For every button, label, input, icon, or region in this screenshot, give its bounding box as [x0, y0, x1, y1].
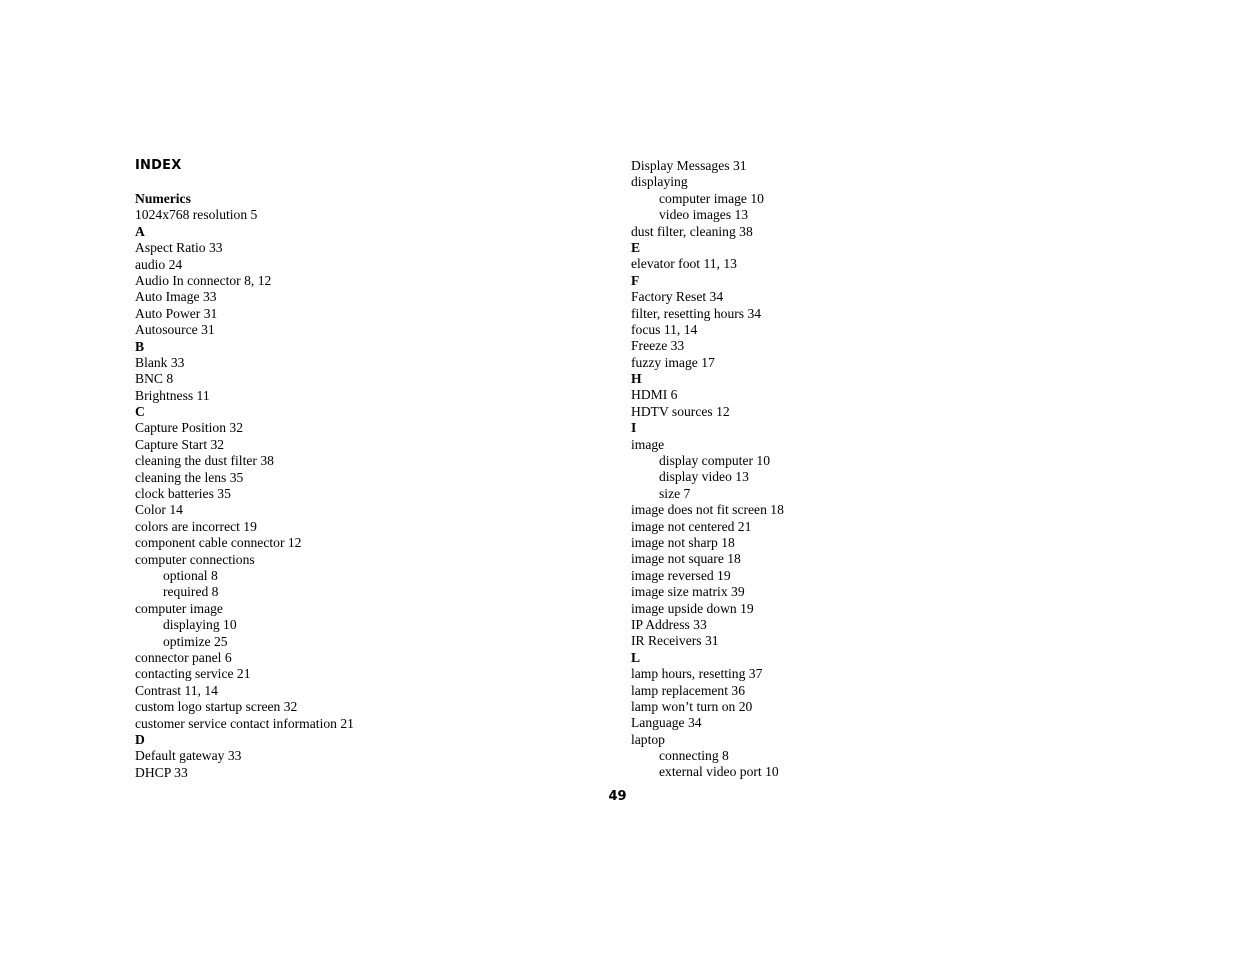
index-letter-heading: B — [135, 338, 145, 354]
index-entry: image upside down 19 — [631, 600, 754, 616]
index-entry: Auto Image 33 — [135, 289, 217, 305]
index-subentry: optimize 25 — [163, 633, 228, 649]
index-entry: image not sharp 18 — [631, 534, 735, 550]
index-entry: customer service contact information 21 — [135, 715, 354, 731]
index-letter-heading: F — [631, 272, 640, 288]
index-letter-heading: D — [135, 731, 145, 747]
index-entry: component cable connector 12 — [135, 535, 302, 551]
index-letter-heading: Numerics — [135, 191, 191, 206]
index-subentry: external video port 10 — [659, 764, 779, 780]
index-entry: image size matrix 39 — [631, 584, 745, 600]
index-entry: Autosource 31 — [135, 322, 215, 338]
index-letter-heading: I — [631, 420, 637, 436]
index-entry: computer connections — [135, 551, 255, 567]
index-entry: image reversed 19 — [631, 567, 731, 583]
index-entry: Display Messages 31 — [631, 158, 747, 173]
index-entry: Freeze 33 — [631, 338, 685, 354]
index-subentry: size 7 — [659, 485, 691, 501]
index-entry: lamp hours, resetting 37 — [631, 666, 763, 682]
index-entry: lamp won’t turn on 20 — [631, 698, 753, 714]
index-entry: contacting service 21 — [135, 666, 251, 682]
index-subentry: displaying 10 — [163, 617, 237, 633]
index-entry: focus 11, 14 — [631, 321, 698, 337]
index-entry: Blank 33 — [135, 354, 185, 370]
index-column-right — [631, 158, 784, 781]
index-entry: Default gateway 33 — [135, 748, 242, 764]
index-entry: colors are incorrect 19 — [135, 518, 257, 534]
index-entry: Factory Reset 34 — [631, 289, 724, 305]
index-heading: INDEX — [135, 158, 182, 173]
index-entry: Language 34 — [631, 715, 702, 731]
index-entry: lamp replacement 36 — [631, 682, 745, 698]
index-entry: custom logo startup screen 32 — [135, 699, 298, 715]
page-number: 49 — [608, 789, 627, 804]
index-entry: cleaning the dust filter 38 — [135, 453, 274, 469]
index-entry: Capture Position 32 — [135, 420, 243, 436]
index-entry: Contrast 11, 14 — [135, 682, 218, 698]
index-entry: Audio In connector 8, 12 — [135, 272, 272, 288]
index-subentry: video images 13 — [659, 207, 749, 223]
index-entry: HDTV sources 12 — [631, 403, 730, 419]
index-entry: DHCP 33 — [135, 764, 188, 780]
index-entry: Aspect Ratio 33 — [135, 240, 223, 256]
index-entry: displaying — [631, 174, 688, 190]
index-entry: clock batteries 35 — [135, 486, 231, 502]
index-entry: elevator foot 11, 13 — [631, 256, 737, 272]
index-entry: connector panel 6 — [135, 649, 232, 665]
index-entry: fuzzy image 17 — [631, 354, 715, 370]
index-entry: dust filter, cleaning 38 — [631, 223, 753, 239]
index-entry: IP Address 33 — [631, 616, 707, 632]
index-subentry: display video 13 — [659, 469, 749, 485]
index-letter-heading: H — [631, 371, 642, 387]
index-entry: BNC 8 — [135, 371, 174, 387]
index-entry: filter, resetting hours 34 — [631, 305, 762, 321]
index-entry: laptop — [631, 731, 665, 747]
index-entry: image does not fit screen 18 — [631, 502, 784, 518]
index-entry: image — [631, 436, 665, 452]
index-letter-heading: L — [631, 649, 641, 665]
index-column-left — [135, 191, 354, 781]
index-letter-heading: A — [135, 223, 145, 239]
index-letter-heading: C — [135, 404, 145, 420]
index-entry: image not centered 21 — [631, 518, 752, 534]
index-entry: computer image — [135, 600, 223, 616]
index-subentry: display computer 10 — [659, 453, 770, 469]
index-entry: cleaning the lens 35 — [135, 469, 244, 485]
index-letter-heading: E — [631, 239, 641, 255]
index-subentry: optional 8 — [163, 567, 218, 583]
index-entry: Brightness 11 — [135, 387, 210, 403]
index-entry: image not square 18 — [631, 551, 741, 567]
index-entry: Auto Power 31 — [135, 305, 218, 321]
index-entry: HDMI 6 — [631, 387, 678, 403]
index-subentry: required 8 — [163, 584, 219, 600]
index-entry: audio 24 — [135, 256, 183, 272]
index-subentry: computer image 10 — [659, 190, 764, 206]
index-entry: IR Receivers 31 — [631, 633, 719, 649]
index-entry: Capture Start 32 — [135, 436, 225, 452]
index-subentry: connecting 8 — [659, 748, 729, 764]
index-entry: Color 14 — [135, 502, 183, 518]
index-entry: 1024x768 resolution 5 — [135, 207, 258, 223]
